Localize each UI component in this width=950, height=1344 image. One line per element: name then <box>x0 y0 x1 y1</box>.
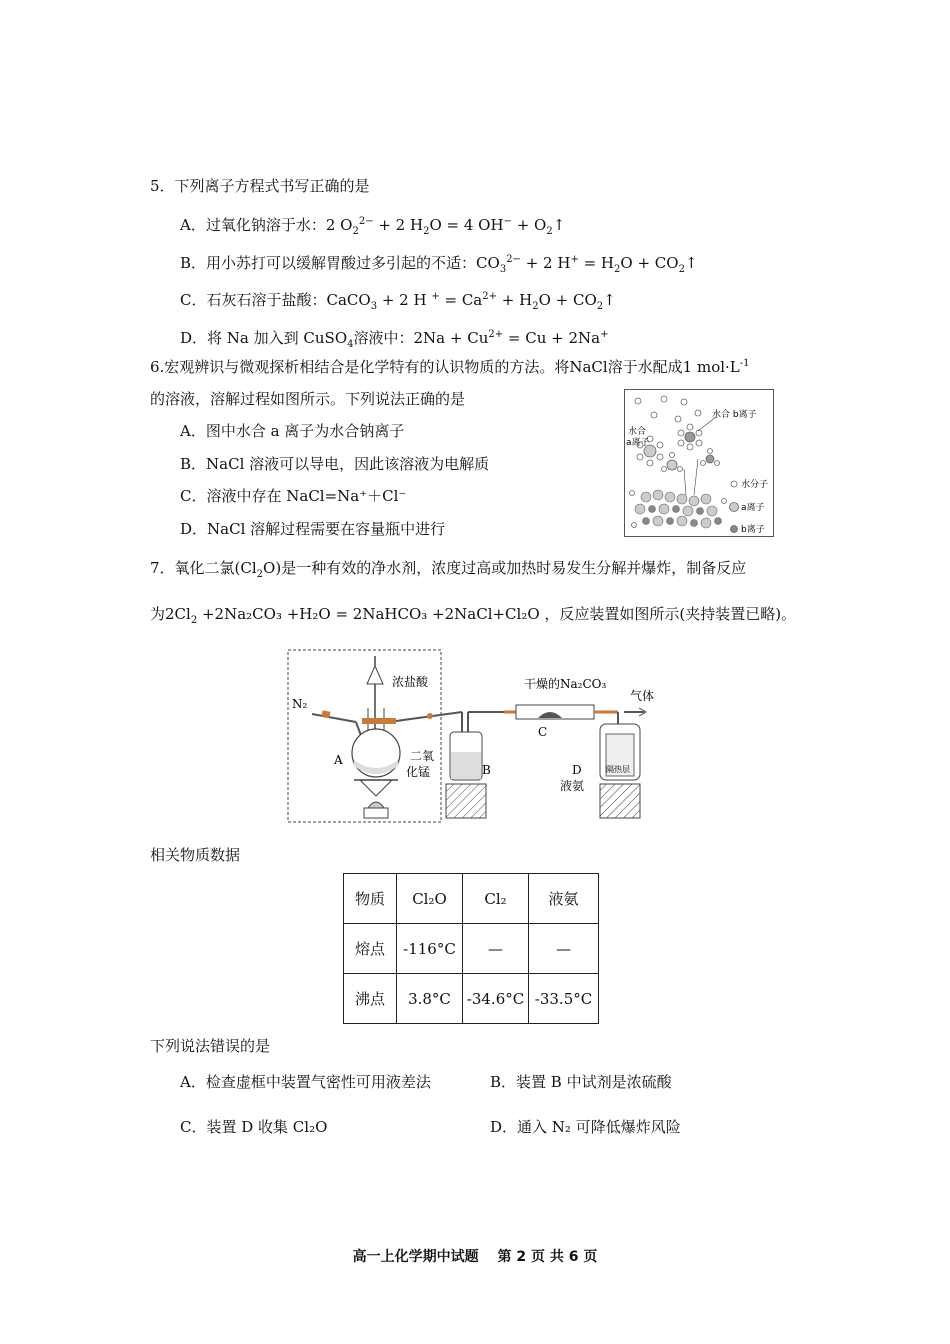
table-cell: 沸点 <box>344 974 397 1024</box>
label-mno2-2: 化锰 <box>406 765 431 779</box>
label-hcl: 浓盐酸 <box>392 675 429 689</box>
page-footer: 高一上化学期中试题 第 2 页 共 6 页 <box>352 1249 598 1265</box>
label-insulation: 隔热层 <box>606 765 630 774</box>
q6-option-d: D．NaCl 溶解过程需要在容量瓶中进行 <box>180 520 446 538</box>
q5-option-c: C．石灰石溶于盐酸：CaCO$_3$ + 2 H $^+ = Ca^{2+} + H_2O$ + $CO_2↑$ <box>180 291 616 312</box>
legend-water: 水分子 <box>741 480 769 490</box>
table-row <box>344 924 599 974</box>
table-header-cell: Cl₂ <box>463 874 529 924</box>
q6-stem-line1: 6.宏观辨识与微观探析相结合是化学特有的认识物质的方法。将NaCl溶于水配成1 $mol\cdot L^{-1}$ <box>150 358 750 376</box>
legend-b-ion: b离子 <box>741 525 765 535</box>
label-liquid-ammonia: 液氨 <box>560 779 585 793</box>
q6-option-c: C．溶液中存在 NaCl=Na⁺＋Cl⁻ <box>180 487 407 505</box>
table-header-cell: 物质 <box>344 874 397 924</box>
legend-a-ion: a离子 <box>741 503 765 513</box>
q5-option-d: D．将 Na 加入到 CuSO$_4$溶液中：$2Na + Cu^{2+} = Cu + 2Na^+$ <box>180 329 609 350</box>
table-cell: -116°C <box>397 924 463 974</box>
q7-stem-line1: 7．氧化二氯$(Cl_2O)$是一种有效的净水剂，浓度过高或加热时易发生分解并爆炸，制备反应 <box>150 559 747 580</box>
table-cell: -33.5°C <box>529 974 599 1024</box>
table-cell: — <box>463 924 529 974</box>
q7-option-b: B．装置 B 中试剂是浓硫酸 <box>490 1073 672 1091</box>
q5-option-a: A．过氧化钠溶于水：2 $O_2^{2-} + 2$ $H_2O = 4$ $OH^- + O_2↑$ <box>180 216 566 237</box>
nacl-dissolution-figure <box>624 389 774 537</box>
q6-stem-line2: 的溶液，溶解过程如图所示。下列说法正确的是 <box>150 390 466 408</box>
q7-stem-line2: 为$2Cl_2 +2Na_2CO_3 +H_2O$ = 2NaHCO₃ +2NaCl+Cl₂O ，反应装置如图所示(夹持装置已略)。 <box>150 605 797 626</box>
label-a: A <box>334 753 343 767</box>
q7-option-c: C．装置 D 收集 Cl₂O <box>180 1118 328 1136</box>
label-hydrated-a-1: 水合 <box>628 427 647 437</box>
q6-option-a: A．图中水合 a 离子为水合钠离子 <box>180 422 405 440</box>
label-mno2-1: 二氧 <box>410 749 435 763</box>
q7-question: 下列说法错误的是 <box>150 1037 271 1055</box>
label-hydrated-a-2: a离子 <box>626 438 650 448</box>
apparatus-figure <box>284 648 694 824</box>
substance-data-table <box>343 873 599 1024</box>
label-b: B <box>482 763 491 777</box>
label-d: D <box>572 763 582 777</box>
table-intro: 相关物质数据 <box>150 846 241 864</box>
table-cell: 3.8°C <box>397 974 463 1024</box>
q5-stem: 5．下列离子方程式书写正确的是 <box>150 177 370 195</box>
table-cell: — <box>529 924 599 974</box>
label-gas: 气体 <box>630 689 655 703</box>
table-header-row <box>344 874 599 924</box>
table-header-cell: Cl₂O <box>397 874 463 924</box>
label-n2: N₂ <box>292 697 308 711</box>
table-row <box>344 974 599 1024</box>
label-hydrated-b: 水合 b离子 <box>712 410 757 420</box>
q7-option-d: D．通入 N₂ 可降低爆炸风险 <box>490 1118 681 1136</box>
table-cell: -34.6°C <box>463 974 529 1024</box>
label-c: C <box>538 725 548 739</box>
table-header-cell: 液氨 <box>529 874 599 924</box>
q7-option-a: A．检查虚框中装置气密性可用液差法 <box>180 1073 431 1091</box>
label-dry-na2co3: 干燥的Na₂CO₃ <box>524 677 607 691</box>
q5-option-b: B．用小苏打可以缓解胃酸过多引起的不适：$CO_3^{2-} + 2$ $H^+ = H_2O$ + $CO_2↑$ <box>180 254 698 275</box>
table-cell: 熔点 <box>344 924 397 974</box>
q6-option-b: B．NaCl 溶液可以导电，因此该溶液为电解质 <box>180 455 490 473</box>
